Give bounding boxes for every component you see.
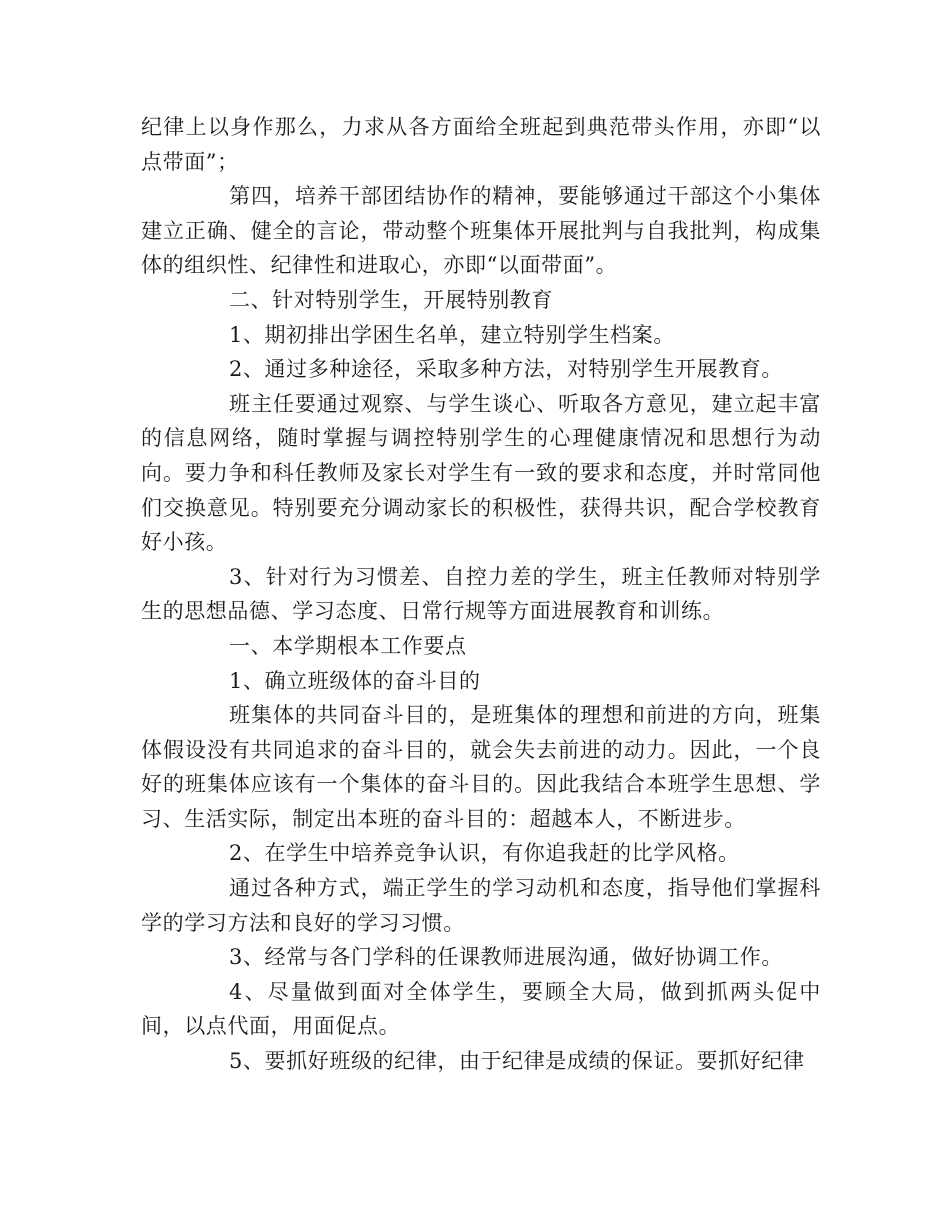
list-item: 1、确立班级体的奋斗目的 <box>229 668 481 693</box>
list-item: 1、期初排出学困生名单，建立特别学生档案。 <box>229 322 675 347</box>
paragraph: 通过各种方式，端正学生的学习动机和态度，指导他们掌握科学的学习方法和良好的学习习惯。 <box>141 876 821 935</box>
list-item: 4、尽量做到面对全体学生，要顾全大局，做到抓两头促中间，以点代面，用面促点。 <box>141 979 821 1039</box>
paragraph: 班主任要通过观察、与学生谈心、听取各方意见，建立起丰富的信息网络，随时掌握与调控特别学生的心理健康情况和思想行为动向。要力争和科任教师及家长对学生有一致的要求和态度，并时常同他们交换意见。特别要充分调动家长的积极性，获得共识，配合学校教育好小孩。 <box>141 391 821 555</box>
paragraph: 纪律上以身作那么，力求从各方面给全班起到典范带头作用，亦即“以点带面”； <box>141 115 821 174</box>
paragraph: 班集体的共同奋斗目的，是班集体的理想和前进的方向，班集体假设没有共同追求的奋斗目的，就会失去前进的动力。因此，一个良好的班集体应该有一个集体的奋斗目的。因此我结合本班学生思想、学习、生活实际，制定出本班的奋斗目的：超越本人，不断进步。 <box>141 703 821 831</box>
section-heading: 一、本学期根本工作要点 <box>229 633 467 658</box>
list-item: 3、针对行为习惯差、自控力差的学生，班主任教师对特别学生的思想品德、学习态度、日常行规等方面进展教育和训练。 <box>141 564 821 624</box>
paragraph: 第四，培养干部团结协作的精神，要能够通过干部这个小集体建立正确、健全的言论，带动整个班集体开展批判与自我批判，构成集体的组织性、纪律性和进取心，亦即“以面带面”。 <box>141 184 821 278</box>
list-item: 3、经常与各门学科的任课教师进展沟通，做好协调工作。 <box>229 945 783 970</box>
list-item: 2、通过多种途径，采取多种方法，对特别学生开展教育。 <box>229 357 783 382</box>
document-body <box>141 110 821 1079</box>
section-heading: 二、针对特别学生，开展特别教育 <box>229 287 553 312</box>
list-item: 5、要抓好班级的纪律，由于纪律是成绩的保证。要抓好纪律 <box>229 1049 805 1074</box>
list-item: 2、在学生中培养竞争认识，有你追我赶的比学风格。 <box>229 841 740 866</box>
